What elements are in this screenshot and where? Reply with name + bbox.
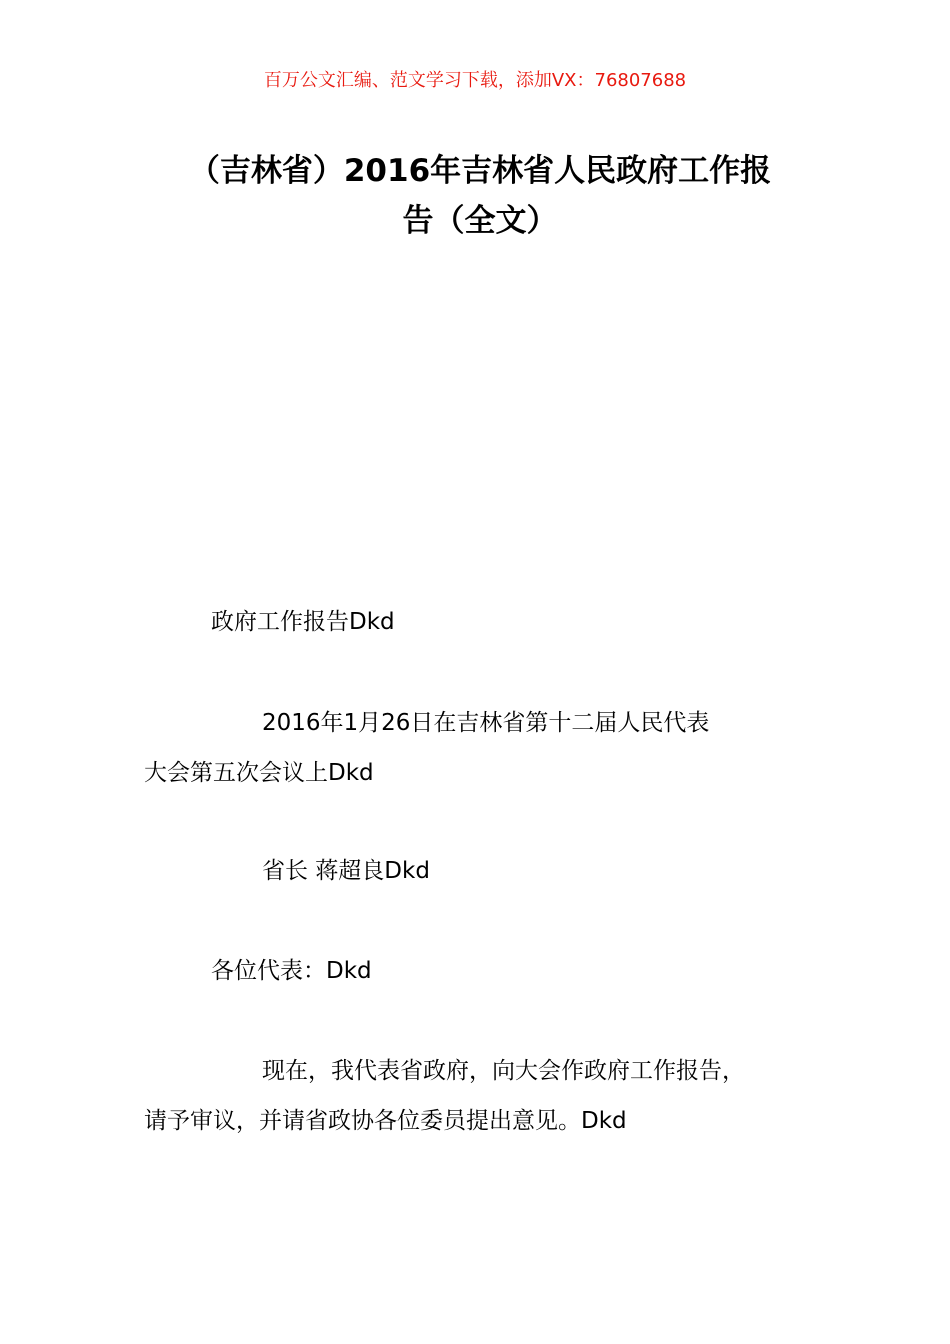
title-line-1: （吉林省）2016年吉林省人民政府工作报	[188, 153, 772, 189]
paragraph-line-1: 2016年1月26日在吉林省第十二届人民代表	[262, 710, 710, 736]
paragraph-opening	[144, 1046, 824, 1146]
paragraph-text: 政府工作报告Dkd	[211, 609, 395, 635]
paragraph-date-meeting	[144, 698, 824, 798]
title-line-2: 告（全文）	[402, 203, 558, 239]
paragraph-text: 省长 蒋超良Dkd	[262, 858, 430, 884]
paragraph-line-2: 大会第五次会议上Dkd	[144, 760, 374, 786]
paragraph-report-label	[144, 597, 824, 647]
paragraph-line-1: 现在，我代表省政府，向大会作政府工作报告，	[262, 1058, 745, 1084]
paragraph-text: 各位代表：Dkd	[211, 958, 372, 984]
paragraph-governor	[144, 846, 824, 896]
paragraph-line-2: 请予审议，并请省政协各位委员提出意见。Dkd	[144, 1108, 627, 1134]
paragraph-salutation	[144, 946, 824, 996]
header-watermark: 百万公文汇编、范文学习下载，添加VX：76807688	[263, 70, 687, 91]
document-title	[150, 146, 810, 246]
